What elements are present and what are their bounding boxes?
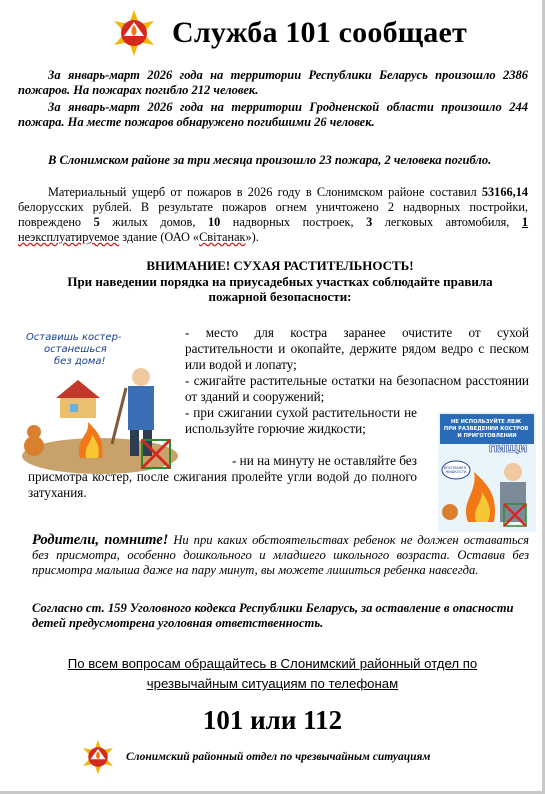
rule-item: - место для костра заранее очистите от сухой растительности и окопайте, держите рядом ведро с песком или водой и лопату; (185, 325, 529, 372)
footer-organization: Слонимский районный отдел по чрезвычайным ситуациям (126, 751, 431, 763)
illustration2-caption-word: ПИЩИ (488, 444, 528, 455)
warning-subheading: При наведении порядка на приусадебных участках соблюдайте правила пожарной безопасности: (67, 274, 493, 304)
illustration2-sign-line1: ВОСПЛАМЕН. (443, 466, 468, 470)
svg-text:ВОСПЛАМЕН. ЖИДКОСТИ (444, 466, 469, 474)
mchs-emblem-icon (80, 739, 116, 775)
rule-item-continuation: присмотра костер, после сжигания пролейте угли водой до полного затухания. (28, 469, 417, 500)
law-notice: Согласно ст. 159 Уголовного кодекса Республики Беларусь, за оставление в опасности детей предусмотрена уголовная ответственность. (32, 601, 514, 630)
rule-item: - ни на минуту не оставляйте без (231, 453, 417, 468)
emergency-phones: 101 или 112 (202, 705, 343, 735)
parents-warning: Родители, помните! Ни при каких обстоятельствах ребенок не должен оставаться без присмотра, особенно дошкольного и младшего школьного возраста. Оставив без присмотра малыша даже на пару минут, вы можете лишиться ребенка навсегда. (32, 532, 529, 577)
footer (80, 738, 430, 776)
illustration1-caption-line2: останешься (44, 344, 107, 355)
mchs-emblem-icon (110, 9, 158, 57)
svg-text:Оставишь костер- останешьс (26, 332, 125, 367)
rule-item: - при сжигании сухой растительности не используйте горючие жидкости; (185, 405, 417, 436)
paragraph-district-stats: В Слонимском районе за три месяца произошло 23 пожара, 2 человека погибло. (48, 153, 492, 167)
paragraph-region-stats: За январь-март 2026 года на территории Гродненской области произошло 244 пожара. На месте пожаров обнаружено погибшими 26 человек. (18, 100, 528, 129)
illustration2-caption-line1: НЕ ИСПОЛЬЗУЙТЕ ЛВЖ (450, 419, 522, 425)
header (110, 8, 467, 58)
warning-heading: ВНИМАНИЕ! СУХАЯ РАСТИТЕЛЬНОСТЬ! (146, 258, 414, 273)
illustration1-caption-line1: Оставишь костер- (26, 332, 122, 343)
illustration2-caption-line2: ПРИ РАЗВЕДЕНИИ КОСТРОВ (443, 426, 529, 432)
paragraph-republic-stats: За январь-март 2026 года на территории Республики Беларусь произошло 2386 пожаров. На пожарах погибло 212 человек. (18, 68, 528, 97)
contact-info: По всем вопросам обращайтесь в Слонимский районный отдел по чрезвычайным ситуациям по телефонам (67, 656, 478, 691)
paragraph-damage: Материальный ущерб от пожаров в 2026 году в Слонимском районе составил 53166,14 белорусских рублей. В результате пожаров огнем уничтожено 2 надворных постройки, повреждено 5 жилых домов, 10 надворных построек, 3 легковых автомобиля, 1 неэксплуатируемое здание (ОАО «Світанак»). (18, 185, 529, 244)
no-flammable-liquids-illustration (438, 412, 536, 532)
illustration1-caption-line3: без дома! (54, 356, 106, 367)
bonfire-illustration (20, 318, 180, 478)
illustration2-caption-line3: И ПРИГОТОВЛЕНИИ (457, 433, 517, 439)
page-title: Служба 101 сообщает (172, 16, 467, 49)
rule-item: - сжигайте растительные остатки на безопасном расстоянии от зданий и сооружений; (185, 373, 529, 404)
illustration2-sign-line2: ЖИДКОСТИ (445, 470, 467, 474)
